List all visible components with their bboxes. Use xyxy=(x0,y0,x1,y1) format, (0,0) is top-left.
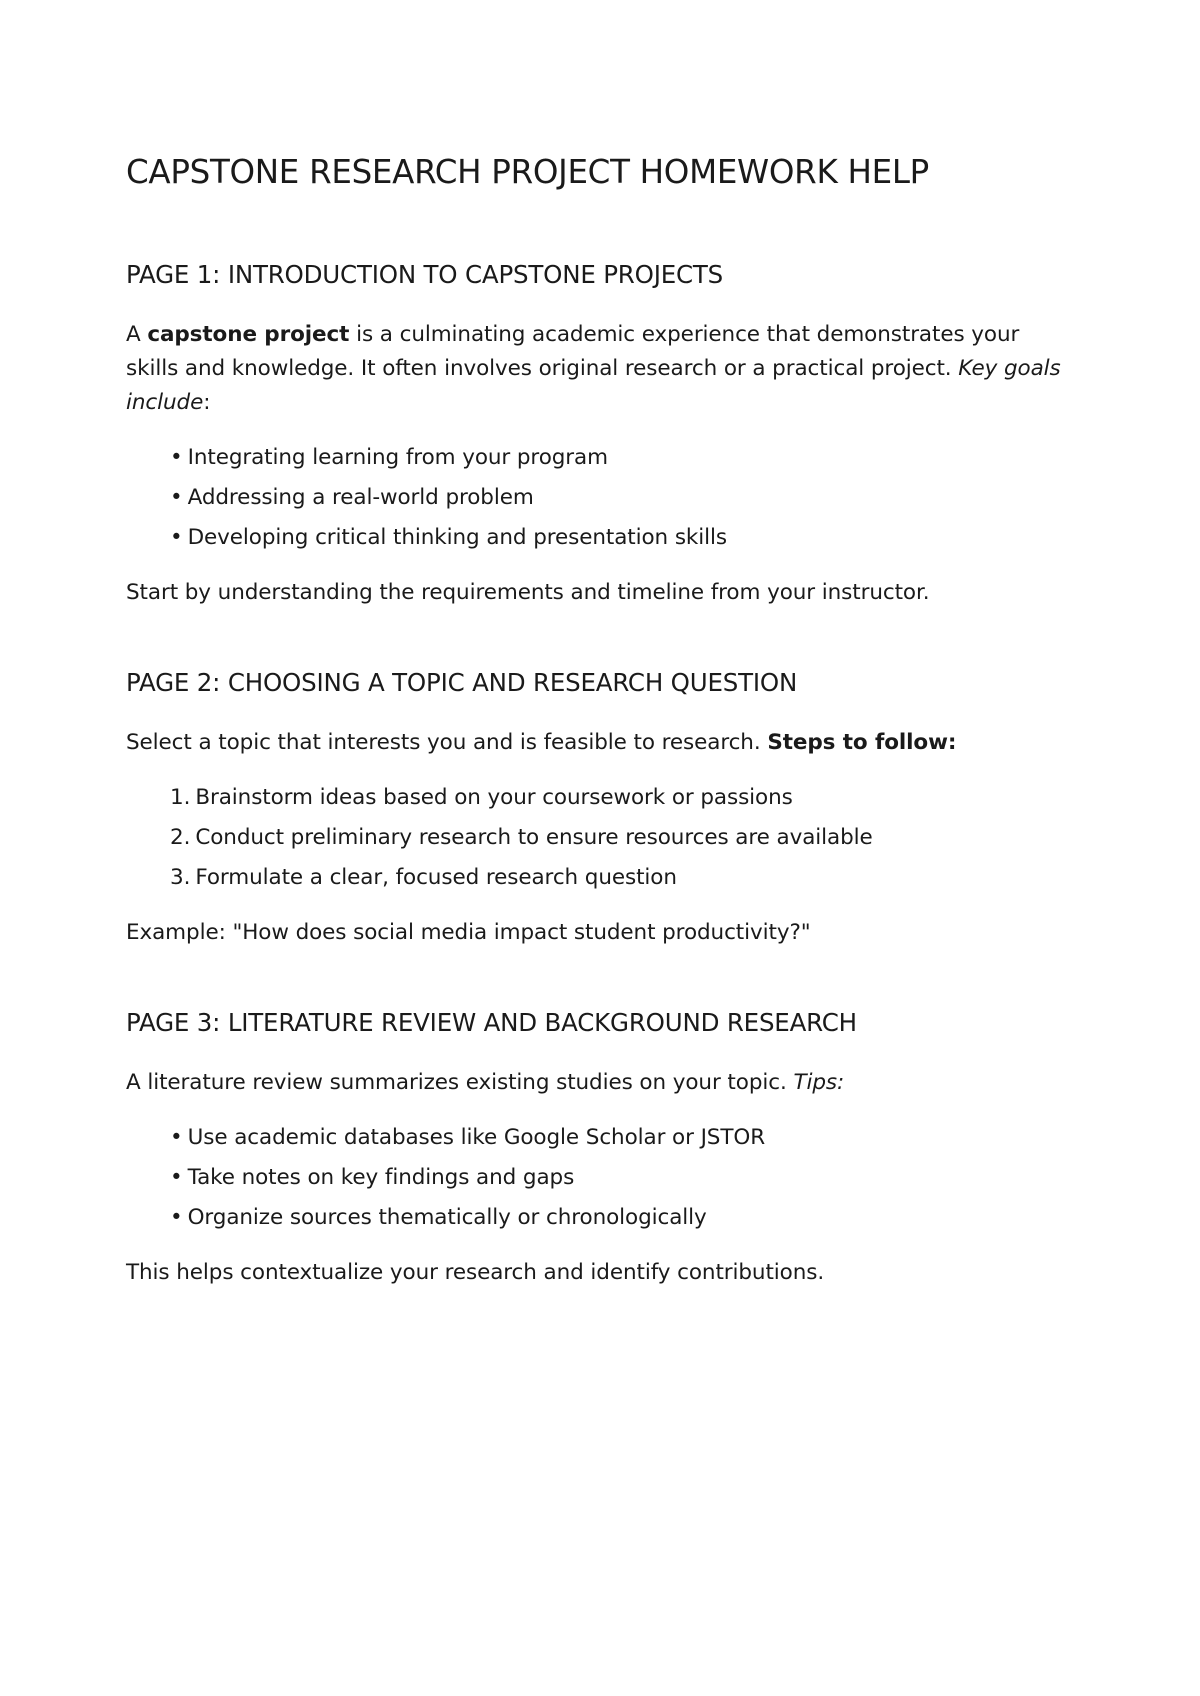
list-item xyxy=(170,1118,1075,1158)
list-item xyxy=(170,778,1075,818)
list-item xyxy=(170,518,1075,558)
list-item-text: Addressing a real-world problem xyxy=(187,485,534,510)
list-item xyxy=(170,1198,1075,1238)
list-item-text: Formulate a clear, focused research question xyxy=(195,865,677,890)
bullet-marker: • xyxy=(170,1125,183,1150)
section-intro xyxy=(126,318,1075,420)
intro-text: : xyxy=(203,390,211,415)
intro-text: Select a topic that interests you and is feasible to research. xyxy=(126,730,768,755)
list-item xyxy=(170,818,1075,858)
bullet-marker: • xyxy=(170,445,183,470)
list-item xyxy=(170,858,1075,898)
section-intro xyxy=(126,1066,1075,1100)
intro-bold-term: capstone project xyxy=(147,322,350,347)
bullet-marker: • xyxy=(170,485,183,510)
section-outro: This helps contextualize your research and identify contributions. xyxy=(126,1260,825,1285)
section-outro: Start by understanding the requirements and timeline from your instructor. xyxy=(126,580,930,605)
intro-text: A literature review summarizes existing studies on your topic. xyxy=(126,1070,794,1095)
list-item-text: Developing critical thinking and presentation skills xyxy=(187,525,727,550)
number-marker: 2. xyxy=(170,825,191,850)
list-item xyxy=(170,438,1075,478)
intro-italic-text: Key goals include xyxy=(126,356,1061,415)
intro-italic-text: Tips: xyxy=(793,1070,845,1095)
section-introduction xyxy=(126,258,1075,610)
list-item-text: Brainstorm ideas based on your coursework or passions xyxy=(195,785,793,810)
section-heading: PAGE 1: INTRODUCTION TO CAPSTONE PROJECTS xyxy=(126,260,724,289)
section-literature-review xyxy=(126,1006,1075,1290)
numbered-list xyxy=(126,778,1075,898)
intro-text: A xyxy=(126,322,148,347)
list-item xyxy=(170,1158,1075,1198)
list-item xyxy=(170,478,1075,518)
bullet-list xyxy=(126,1118,1075,1238)
bullet-marker: • xyxy=(170,1205,183,1230)
section-heading: PAGE 3: LITERATURE REVIEW AND BACKGROUND RESEARCH xyxy=(126,1008,857,1037)
list-item-text: Integrating learning from your program xyxy=(187,445,608,470)
list-item-text: Use academic databases like Google Scholar or JSTOR xyxy=(187,1125,766,1150)
section-choosing-topic xyxy=(126,666,1075,950)
intro-text: is a culminating academic experience that demonstrates your skills and knowledge. It often involves original research or a practical project. xyxy=(126,322,1020,381)
section-heading: PAGE 2: CHOOSING A TOPIC AND RESEARCH QUESTION xyxy=(126,668,798,697)
section-outro: Example: "How does social media impact student productivity?" xyxy=(126,920,811,945)
bullet-marker: • xyxy=(170,1165,183,1190)
bullet-marker: • xyxy=(170,525,183,550)
bullet-list xyxy=(126,438,1075,558)
list-item-text: Take notes on key findings and gaps xyxy=(187,1165,575,1190)
document-title: CAPSTONE RESEARCH PROJECT HOMEWORK HELP xyxy=(126,153,929,191)
section-intro xyxy=(126,726,1075,760)
number-marker: 3. xyxy=(170,865,191,890)
list-item-text: Organize sources thematically or chronologically xyxy=(187,1205,707,1230)
intro-bold-text: Steps to follow: xyxy=(767,730,957,755)
list-item-text: Conduct preliminary research to ensure resources are available xyxy=(195,825,873,850)
number-marker: 1. xyxy=(170,785,191,810)
